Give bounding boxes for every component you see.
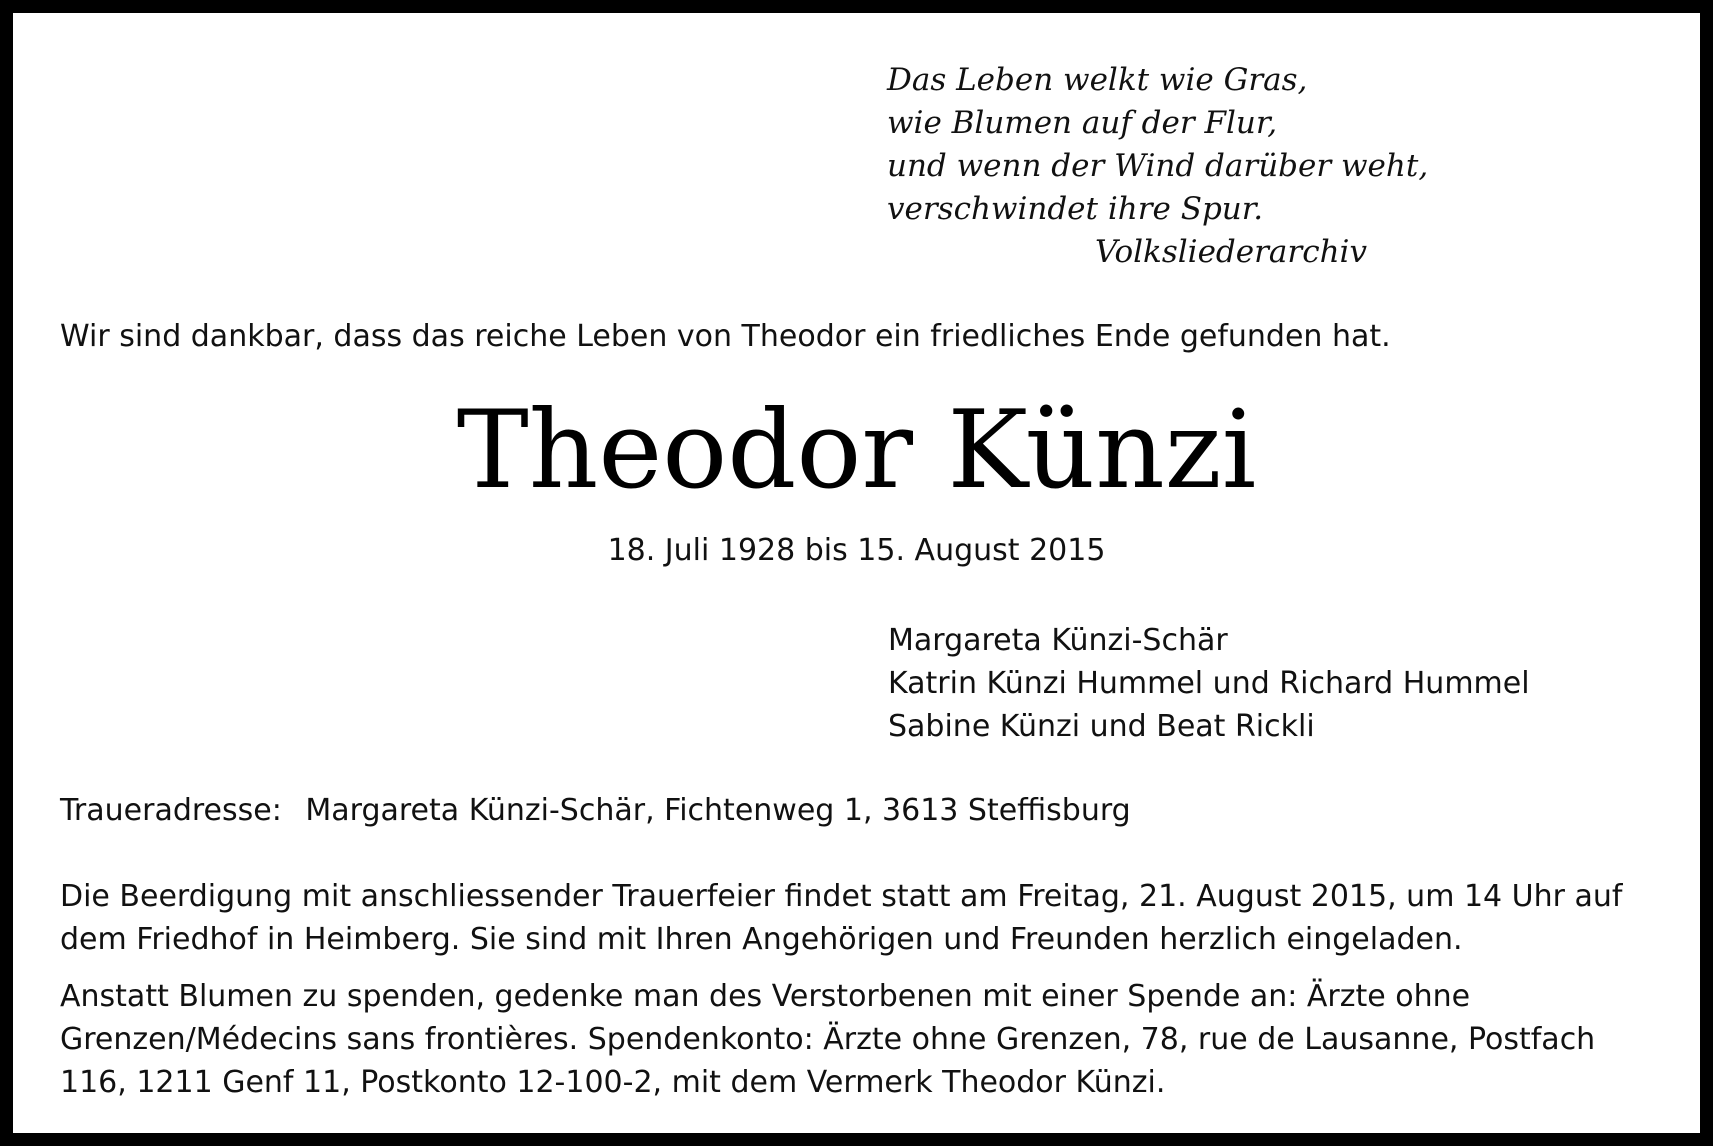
deceased-name: Theodor Künzi: [456, 388, 1257, 513]
poem-line: wie Blumen auf der Flur,: [887, 105, 1278, 141]
life-dates: 18. Juli 1928 bis 15. August 2015: [607, 533, 1106, 568]
intro-sentence: Wir sind dankbar, dass das reiche Leben von Theodor ein friedliches Ende gefunden hat.: [60, 319, 1391, 354]
poem-line: verschwindet ihre Spur.: [887, 191, 1264, 227]
mourners-list: [888, 619, 1530, 748]
donation-paragraph: Anstatt Blumen zu spenden, gedenke man des Verstorbenen mit einer Spende an: Ärzte ohne Grenzen/Médecins sans frontières. Spendenkonto: Ärzte ohne Grenzen, 78, rue de Lausanne, Postfach 116, 1211 Genf 11, Postkonto 12-100-2, mit dem Vermerk Theodor Künzi.: [60, 979, 1596, 1100]
funeral-paragraph: Die Beerdigung mit anschliessender Trauerfeier findet statt am Freitag, 21. August 2015, um 14 Uhr auf dem Friedhof in Heimberg. Sie sind mit Ihren Angehörigen und Freunden herzlich eingeladen.: [60, 879, 1623, 957]
poem-line: und wenn der Wind darüber weht,: [887, 148, 1429, 184]
address-value: Margareta Künzi-Schär, Fichtenweg 1, 3613 Steffisburg: [305, 793, 1131, 828]
mourning-address: [60, 793, 1131, 828]
poem-quote: [887, 59, 1428, 274]
mourner-name: Margareta Künzi-Schär: [888, 623, 1228, 658]
address-label: Traueradresse:: [60, 793, 282, 828]
mourner-name: Katrin Künzi Hummel und Richard Hummel: [888, 666, 1530, 701]
mourner-name: Sabine Künzi und Beat Rickli: [888, 709, 1315, 744]
poem-source: Volksliederarchiv: [1094, 234, 1367, 270]
poem-line: Das Leben welkt wie Gras,: [887, 62, 1308, 98]
